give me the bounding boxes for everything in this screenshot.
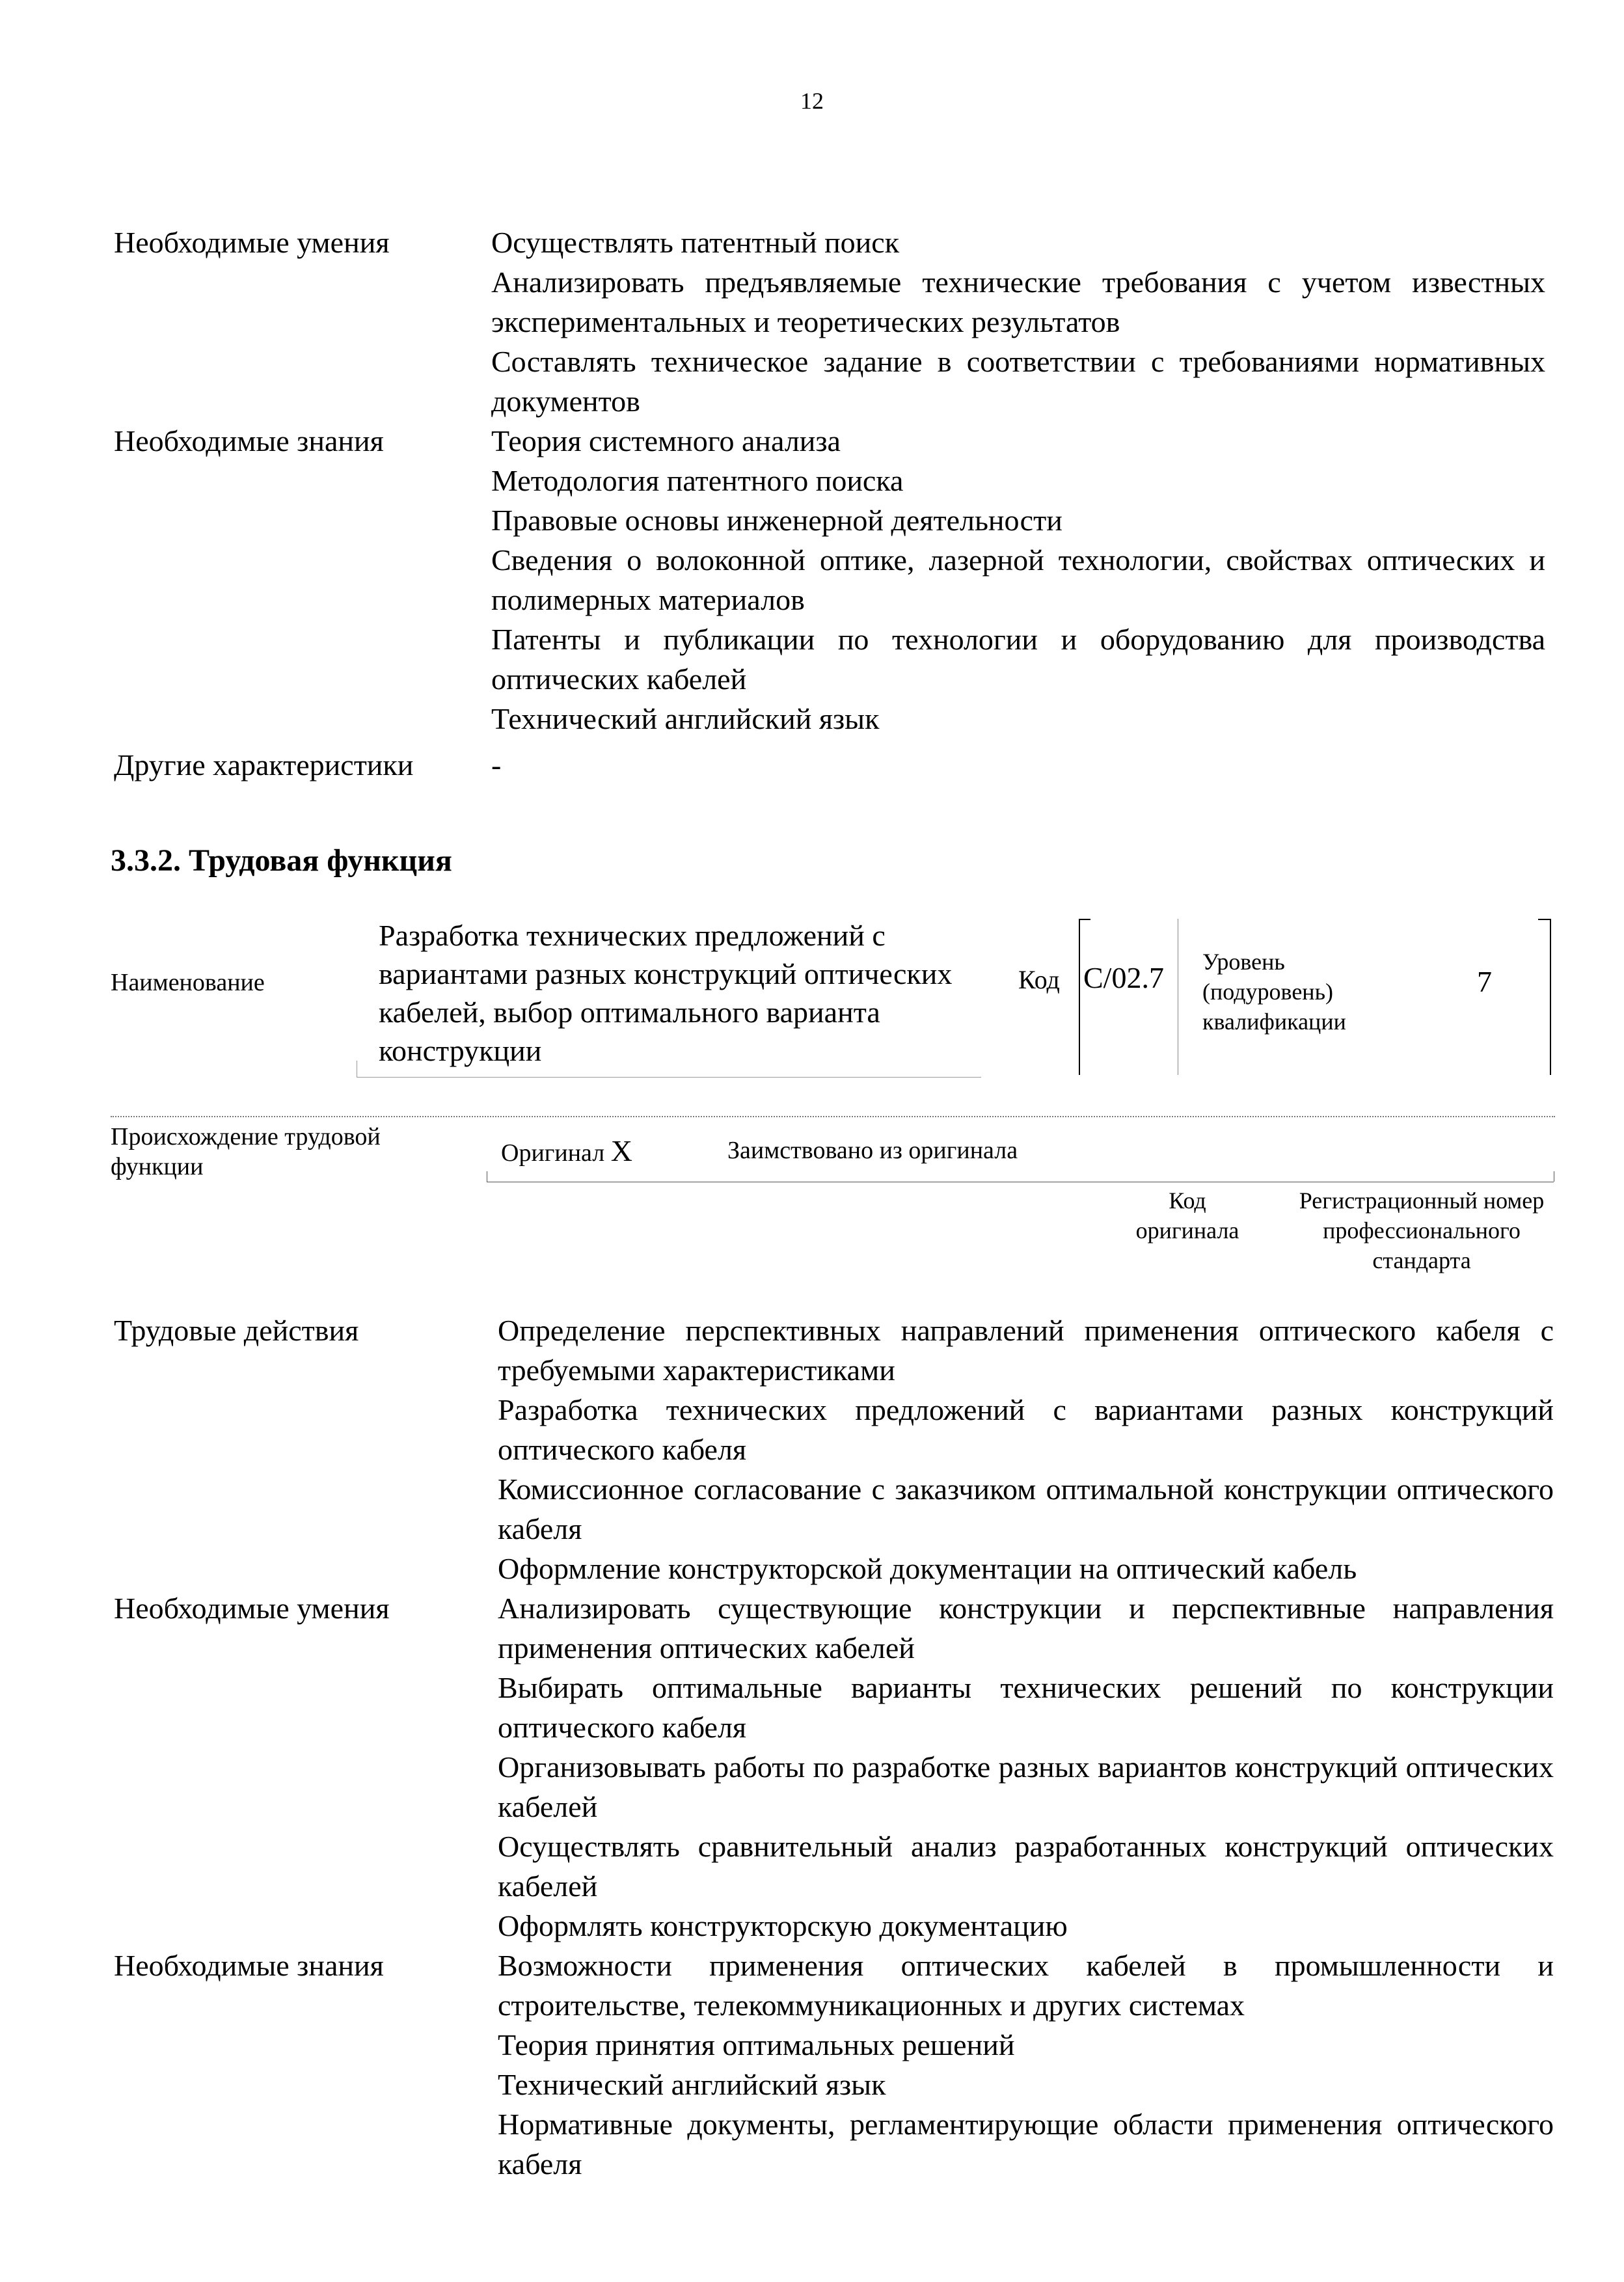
- original-mark: X: [610, 1134, 632, 1167]
- bottom-section: [114, 1311, 1554, 2184]
- list-item: Комиссионное согласование с заказчиком оптимальной конструкции оптического кабеля: [498, 1473, 1554, 1545]
- row-label: Необходимые умения: [114, 226, 390, 259]
- knowledge-row: [114, 1946, 1554, 2184]
- list-item: Патенты и публикации по технологии и оборудованию для производства оптических кабелей: [491, 623, 1545, 696]
- row-label: Необходимые знания: [114, 424, 384, 457]
- list-item: Организовывать работы по разработке разных вариантов конструкций оптических кабелей: [498, 1750, 1554, 1823]
- origin-label: Происхождение трудовой функции: [111, 1123, 381, 1180]
- function-name: Разработка технических предложений с вариантами разных конструкций оптических кабелей, выбор оптимального варианта конструкции: [379, 919, 953, 1067]
- other-characteristics-row: [114, 745, 1545, 785]
- list-item: Разработка технических предложений с вариантами разных конструкций оптического кабеля: [498, 1393, 1554, 1466]
- list-item: Технический английский язык: [498, 2068, 886, 2101]
- level-top-border: [1538, 919, 1550, 920]
- knowledge-row: [114, 421, 1545, 739]
- list-item: -: [491, 748, 502, 781]
- page-number: 12: [800, 88, 824, 114]
- reg-number-caption: Регистрационный номер профессионального стандарта: [1299, 1188, 1545, 1273]
- code-value: C/02.7: [1083, 961, 1164, 994]
- skills-row: [114, 1588, 1554, 1946]
- level-right-border: [1550, 919, 1551, 1075]
- list-item: Нормативные документы, регламентирующие области применения оптического кабеля: [498, 2108, 1554, 2180]
- list-item: Теория системного анализа: [491, 424, 841, 457]
- list-item: Выбирать оптимальные варианты технических решений по конструкции оптического кабеля: [498, 1671, 1554, 1744]
- list-item: Анализировать предъявляемые технические требования с учетом известных экспериментальных и теоретических результатов: [491, 265, 1545, 338]
- code-label: Код: [1018, 965, 1060, 994]
- row-label: Трудовые действия: [114, 1314, 359, 1347]
- list-item: Правовые основы инженерной деятельности: [491, 504, 1062, 537]
- borrowed-label: Заимствовано из оригинала: [727, 1137, 1018, 1164]
- original-label: [501, 1134, 632, 1168]
- list-item: Осуществлять патентный поиск: [491, 226, 900, 259]
- list-item: Анализировать существующие конструкции и перспективные направления применения оптических кабелей: [498, 1592, 1554, 1664]
- skills-row: [114, 223, 1545, 421]
- list-item: Сведения о волоконной оптике, лазерной технологии, свойствах оптических и полимерных материалов: [491, 543, 1545, 616]
- name-label: Наименование: [111, 969, 265, 996]
- row-label: Необходимые знания: [114, 1949, 384, 1982]
- header-separator: [111, 1116, 1555, 1117]
- code-top-border: [1079, 919, 1090, 920]
- labor-actions-row: [114, 1311, 1554, 1588]
- top-section: [114, 223, 1545, 785]
- list-item: Возможности применения оптических кабелей в промышленности и строительстве, телекоммуникационных и других системах: [498, 1949, 1554, 2022]
- code-left-border: [1079, 919, 1080, 1075]
- list-item: Методология патентного поиска: [491, 464, 904, 497]
- list-item: Определение перспективных направлений применения оптического кабеля с требуемыми характеристиками: [498, 1314, 1554, 1387]
- level-value: 7: [1477, 965, 1492, 998]
- original-text: Оригинал: [501, 1139, 605, 1167]
- list-item: Технический английский язык: [491, 702, 880, 735]
- list-item: Осуществлять сравнительный анализ разработанных конструкций оптических кабелей: [498, 1830, 1554, 1903]
- list-item: Оформление конструкторской документации на оптический кабель: [498, 1552, 1357, 1585]
- list-item: Составлять техническое задание в соответствии с требованиями нормативных документов: [491, 345, 1545, 418]
- section-title: 3.3.2. Трудовая функция: [111, 843, 452, 878]
- row-label: Необходимые умения: [114, 1592, 390, 1625]
- level-label: Уровень (подуровень) квалификации: [1202, 949, 1346, 1035]
- list-item: Оформлять конструкторскую документацию: [498, 1909, 1068, 1942]
- code-original-caption: Код оригинала: [1135, 1188, 1239, 1243]
- list-item: Теория принятия оптимальных решений: [498, 2028, 1015, 2061]
- name-underline: [357, 1077, 981, 1078]
- row-label: Другие характеристики: [114, 748, 414, 781]
